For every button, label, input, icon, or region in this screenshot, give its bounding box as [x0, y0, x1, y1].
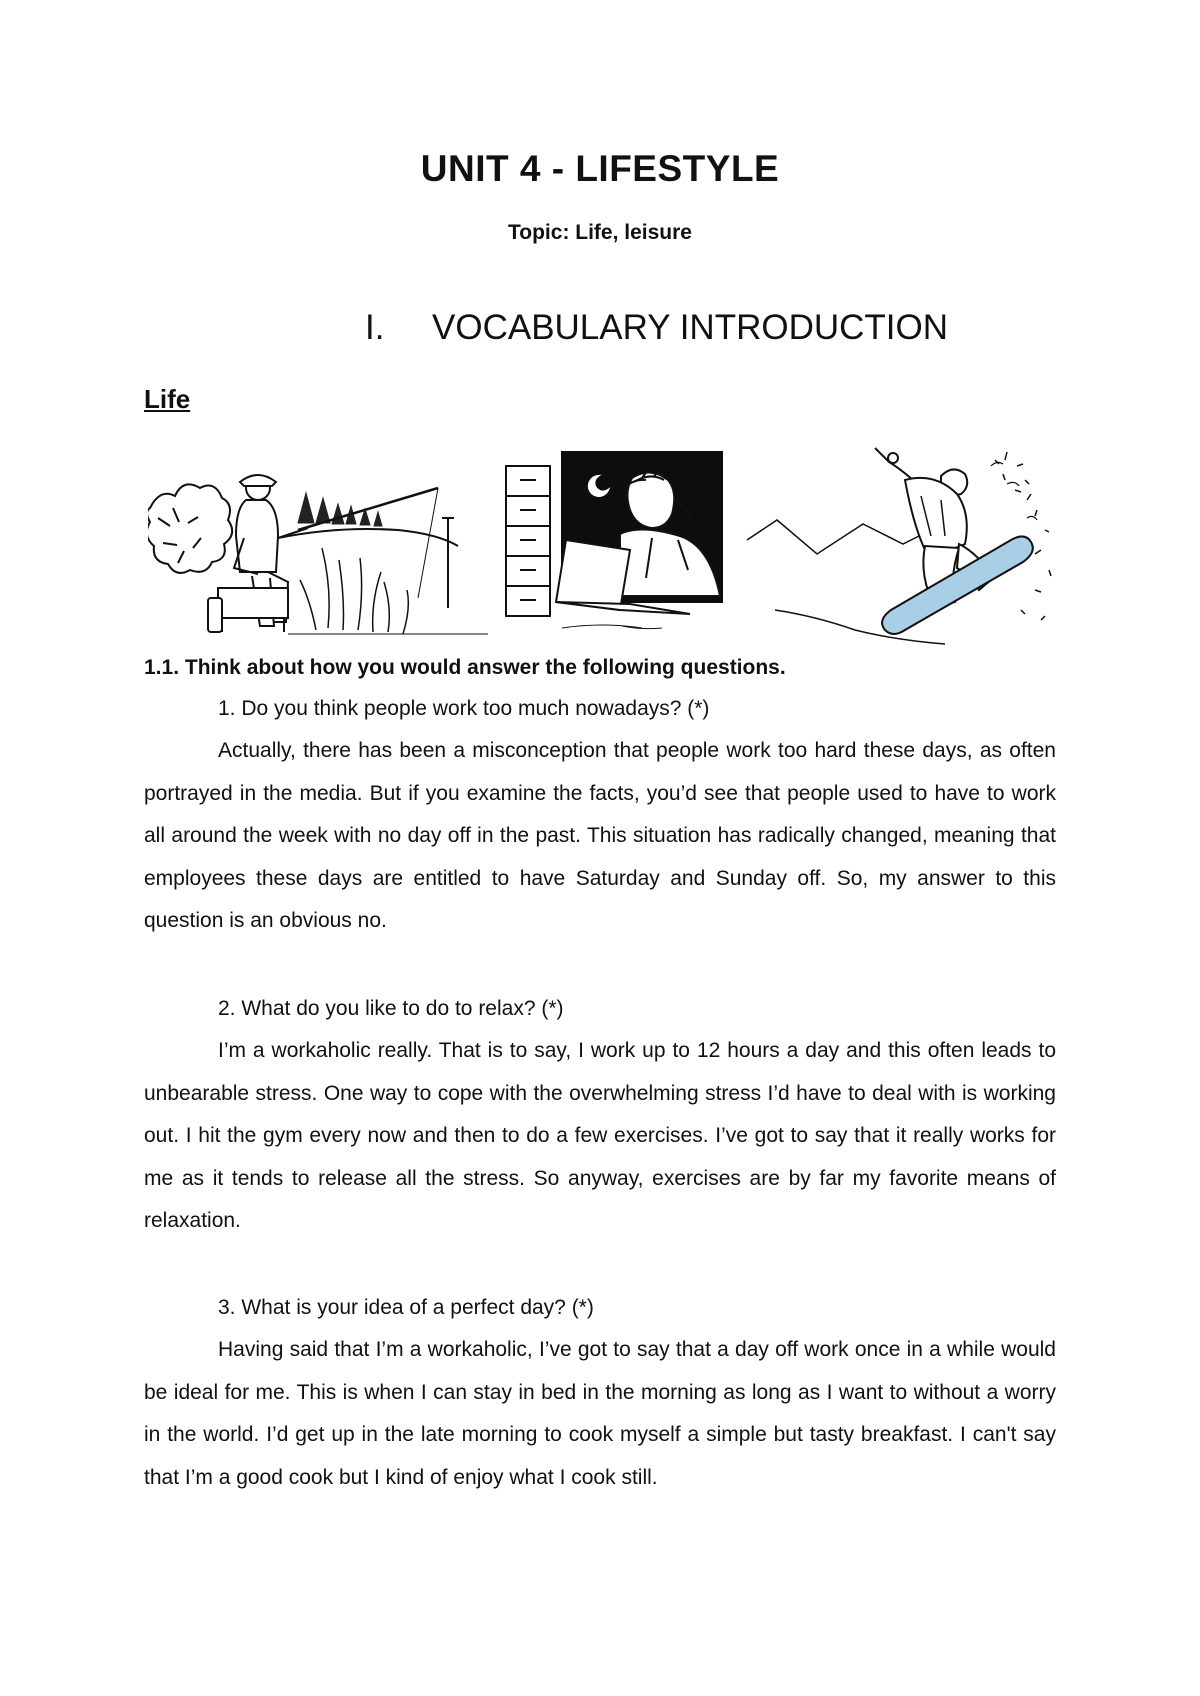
section-title: VOCABULARY INTRODUCTION [432, 308, 949, 347]
answer-2: I’m a workaholic really. That is to say, I work up to 12 hours a day and this often leads to unbearable stress. One way to cope with the overwhelming stress I’d have to deal with is working out. I hit the gym every now and then to do a few exercises. I’ve got to say that it really works for me as it tends to release all the stress. So anyway, exercises are by far my favorite means of relaxation. [144, 1039, 1056, 1232]
fishing-illustration [148, 448, 518, 638]
question-2: 2. What do you like to do to relax? (*) [218, 997, 564, 1020]
stressed-worker-illustration [502, 448, 732, 638]
exercise-heading: 1.1. Think about how you would answer the following questions. [144, 656, 786, 679]
question-1: 1. Do you think people work too much nowadays? (*) [218, 697, 710, 720]
section-number: I. [365, 308, 385, 347]
snowboarder-illustration [745, 440, 1070, 645]
question-3: 3. What is your idea of a perfect day? (*) [218, 1296, 594, 1319]
answer-3: Having said that I’m a workaholic, I’ve got to say that a day off work once in a while would be ideal for me. This is when I can stay in bed in the morning as long as I want to without a worry in the world. I’d get up in the late morning to cook myself a simple but tasty breakfast. I can't say that I’m a good cook but I kind of enjoy what I cook still. [144, 1338, 1056, 1489]
answer-1: Actually, there has been a misconception that people work too hard these days, as often portrayed in the media. But if you examine the facts, you’d see that people used to have to work all around the week with no day off in the past. This situation has radically changed, meaning that employees these days are entitled to have Saturday and Sunday off. So, my answer to this question is an obvious no. [144, 739, 1056, 932]
subsection-heading: Life [144, 384, 191, 414]
unit-title: UNIT 4 - LIFESTYLE [420, 148, 780, 189]
topic-line: Topic: Life, leisure [508, 221, 692, 244]
section-heading [365, 308, 948, 348]
